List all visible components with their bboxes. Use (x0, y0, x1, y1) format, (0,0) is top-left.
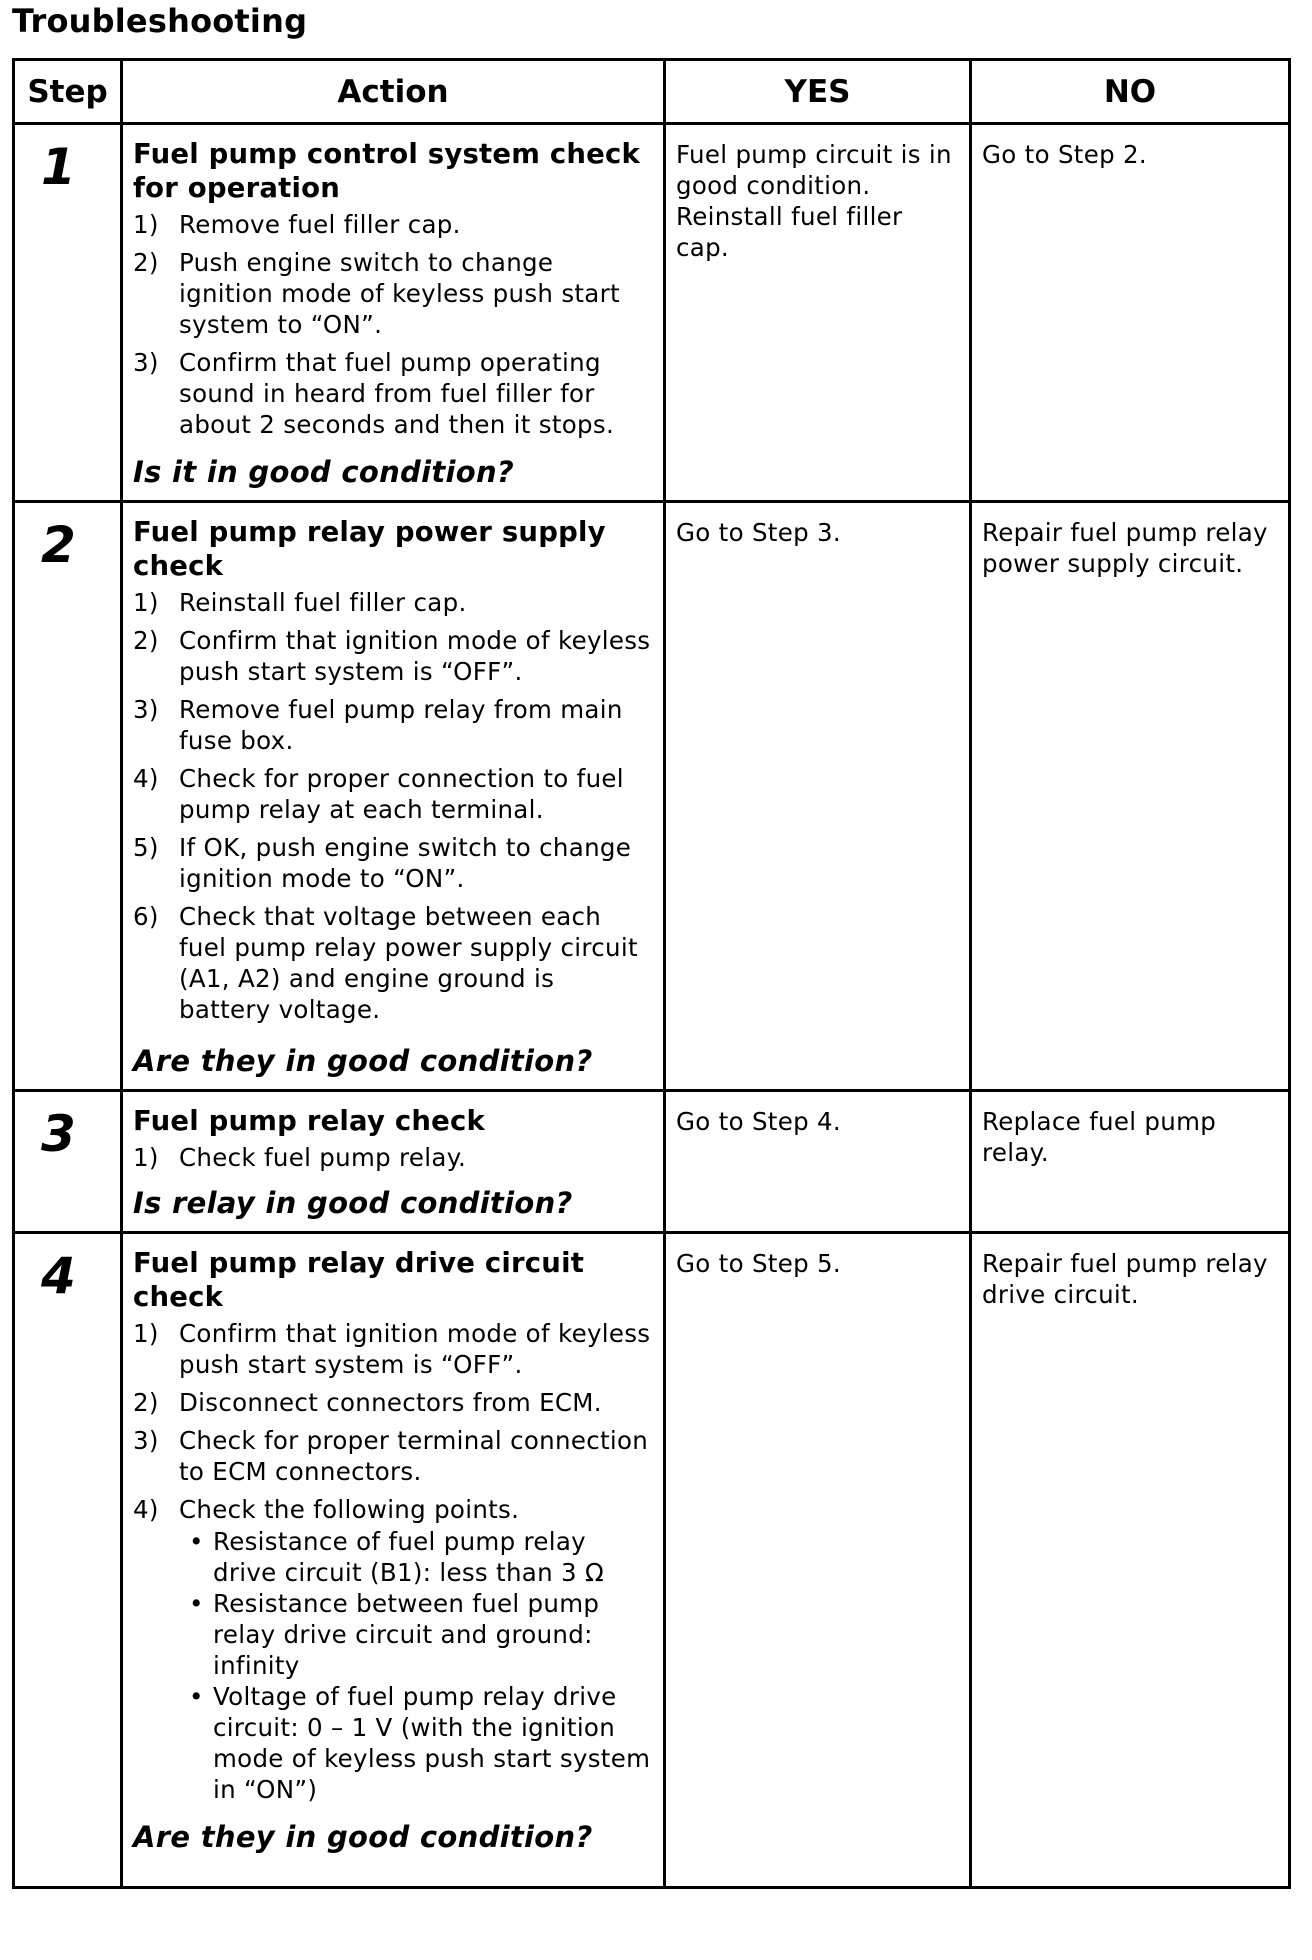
no-cell: Go to Step 2. (971, 124, 1290, 502)
action-cell (122, 1233, 665, 1888)
action-question: Is relay in good condition? (133, 1186, 573, 1220)
page-title: Troubleshooting (12, 2, 308, 40)
action-list (133, 587, 653, 1025)
no-cell: Repair fuel pump relay drive circuit. (971, 1233, 1290, 1888)
action-list (133, 1142, 653, 1173)
yes-cell: Go to Step 5. (665, 1233, 971, 1888)
action-title: Fuel pump control system check for operation (133, 138, 641, 204)
list-item: 1) Check fuel pump relay. (133, 1143, 467, 1172)
step-number: 3 (14, 1091, 122, 1233)
action-cell (122, 1091, 665, 1233)
table-row (14, 1233, 1290, 1888)
action-title: Fuel pump relay drive circuit check (133, 1247, 585, 1313)
header-yes: YES (665, 60, 971, 124)
yes-cell: Go to Step 3. (665, 502, 971, 1091)
header-step: Step (14, 60, 122, 124)
list-item: 2) Push engine switch to change ignition mode of keyless push start system to “ON”. (133, 248, 620, 339)
bullet-item: • Resistance between fuel pump relay drive circuit and ground: infinity (189, 1589, 600, 1680)
action-question: Are they in good condition? (133, 1820, 593, 1854)
step-number: 2 (14, 502, 122, 1091)
bullet-item: • Resistance of fuel pump relay drive circuit (B1): less than 3 Ω (189, 1527, 605, 1587)
action-question: Is it in good condition? (133, 455, 515, 489)
bullet-list (179, 1526, 653, 1805)
bullet-item: • Voltage of fuel pump relay drive circuit: 0 – 1 V (with the ignition mode of keyless push start system in “ON”) (189, 1682, 651, 1804)
action-title: Fuel pump relay power supply check (133, 516, 606, 582)
list-item: 3) Remove fuel pump relay from main fuse box. (133, 695, 623, 755)
list-item: 1) Confirm that ignition mode of keyless push start system is “OFF”. (133, 1319, 651, 1379)
list-item: 2) Disconnect connectors from ECM. (133, 1388, 602, 1417)
list-item: 3) Confirm that fuel pump operating sound in heard from fuel filler for about 2 seconds and then it stops. (133, 348, 615, 439)
action-list (133, 1318, 653, 1805)
step-number: 4 (14, 1233, 122, 1888)
no-cell: Replace fuel pump relay. (971, 1091, 1290, 1233)
action-cell (122, 124, 665, 502)
table-header-row (14, 60, 1290, 124)
header-action: Action (122, 60, 665, 124)
action-cell (122, 502, 665, 1091)
no-cell: Repair fuel pump relay power supply circuit. (971, 502, 1290, 1091)
troubleshooting-table (12, 58, 1291, 1889)
yes-cell: Go to Step 4. (665, 1091, 971, 1233)
action-list (133, 209, 653, 440)
action-question: Are they in good condition? (133, 1044, 593, 1078)
list-item: 4) Check the following points. • Resistance of fuel pump relay drive circuit (B1): less than 3 Ω • Resistance between fuel pump relay drive circuit and ground: infinity • Voltage of fuel pump relay drive circuit: 0 – 1 V (with the ignition mode of keyless push start system in “ON”) (133, 1494, 653, 1805)
list-item: 2) Confirm that ignition mode of keyless push start system is “OFF”. (133, 626, 651, 686)
table-row (14, 1091, 1290, 1233)
list-item: 5) If OK, push engine switch to change ignition mode to “ON”. (133, 833, 632, 893)
list-item: 4) Check for proper connection to fuel pump relay at each terminal. (133, 764, 624, 824)
list-item: 6) Check that voltage between each fuel pump relay power supply circuit (A1, A2) and engine ground is battery voltage. (133, 902, 638, 1024)
list-item: 1) Reinstall fuel filler cap. (133, 588, 467, 617)
step-number: 1 (14, 124, 122, 502)
yes-cell: Fuel pump circuit is in good condition. Reinstall fuel filler cap. (665, 124, 971, 502)
table-row (14, 502, 1290, 1091)
list-item: 1) Remove fuel filler cap. (133, 210, 461, 239)
header-no: NO (971, 60, 1290, 124)
list-item: 3) Check for proper terminal connection to ECM connectors. (133, 1426, 649, 1486)
table-row (14, 124, 1290, 502)
action-title: Fuel pump relay check (133, 1105, 485, 1137)
